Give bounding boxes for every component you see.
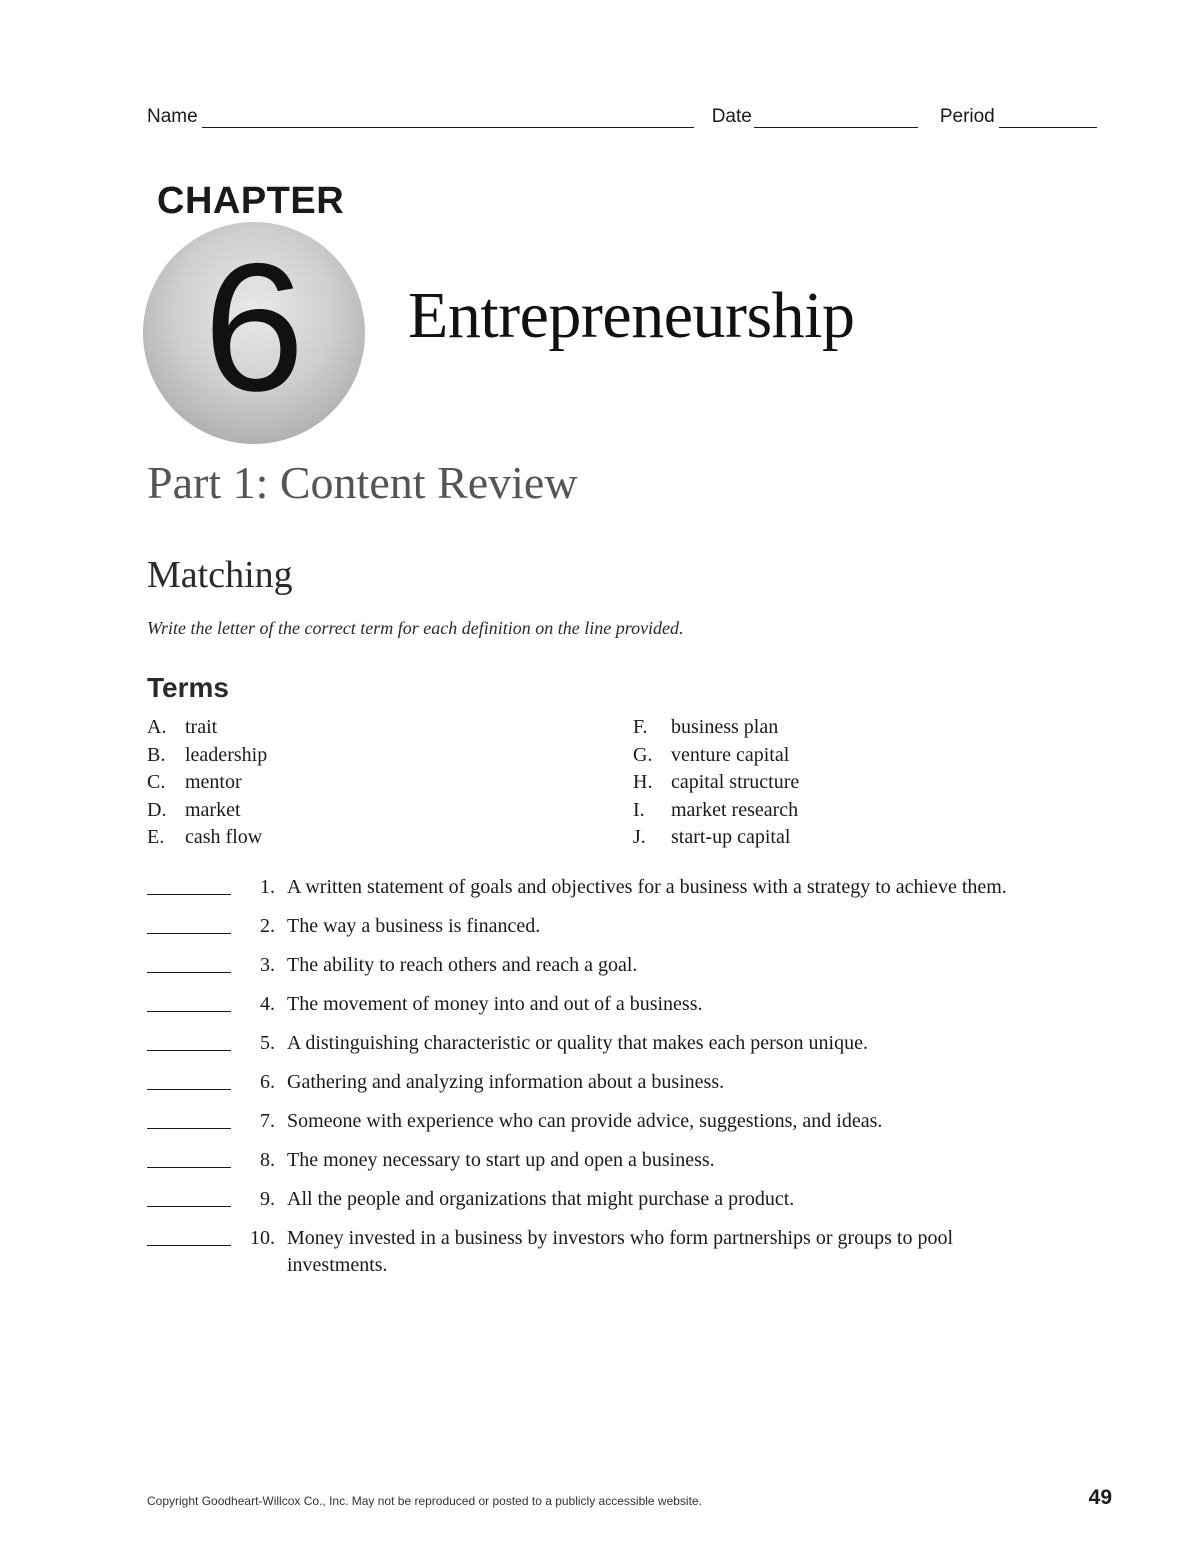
- period-field[interactable]: [940, 106, 1097, 128]
- name-line[interactable]: [202, 109, 694, 128]
- term-item: [633, 769, 799, 797]
- question-number: 4.: [260, 993, 275, 1015]
- question-text: The way a business is financed.: [287, 915, 541, 937]
- terms-heading: Terms: [147, 672, 229, 703]
- answer-line[interactable]: [147, 1069, 231, 1090]
- term-text: leadership: [185, 743, 268, 766]
- matching-questions: [147, 874, 1047, 1291]
- copyright-notice: Copyright Goodheart-Willcox Co., Inc. May not be reproduced or posted to a publicly accessible website.: [147, 1494, 702, 1508]
- date-label: Date: [711, 106, 752, 127]
- term-text: market: [185, 798, 241, 821]
- term-letter: B.: [147, 743, 166, 766]
- question-number: 3.: [260, 954, 275, 976]
- question-number: 1.: [260, 876, 275, 898]
- date-line[interactable]: [754, 109, 918, 128]
- term-letter: D.: [147, 798, 167, 821]
- answer-line[interactable]: [147, 1030, 231, 1051]
- answer-line[interactable]: [147, 1225, 231, 1246]
- term-item: [147, 714, 267, 742]
- period-line[interactable]: [999, 109, 1097, 128]
- term-text: business plan: [671, 716, 779, 739]
- answer-line[interactable]: [147, 952, 231, 973]
- term-item: [147, 742, 267, 770]
- term-letter: J.: [633, 826, 646, 849]
- term-text: mentor: [185, 771, 242, 794]
- question-item: [147, 913, 1047, 940]
- term-letter: I.: [633, 798, 645, 821]
- term-item: [633, 797, 799, 825]
- question-item: [147, 991, 1047, 1018]
- question-text: The movement of money into and out of a business.: [287, 993, 703, 1015]
- answer-line[interactable]: [147, 874, 231, 895]
- instructions: Write the letter of the correct term for each definition on the line provided.: [147, 618, 684, 638]
- term-letter: A.: [147, 716, 167, 739]
- question-text: Gathering and analyzing information about a business.: [287, 1071, 725, 1093]
- question-number: 6.: [260, 1071, 275, 1093]
- question-number: 5.: [260, 1032, 275, 1054]
- term-text: capital structure: [671, 771, 800, 794]
- terms-list-right: [633, 714, 799, 852]
- question-item: [147, 1108, 1047, 1135]
- chapter-number: 6: [203, 225, 305, 429]
- name-field[interactable]: [147, 106, 694, 128]
- student-info-header: [147, 102, 1113, 128]
- term-item: [147, 769, 267, 797]
- term-text: market research: [671, 798, 799, 821]
- term-item: [147, 797, 267, 825]
- term-text: venture capital: [671, 743, 790, 766]
- question-text: The money necessary to start up and open a business.: [287, 1149, 715, 1171]
- question-text: The ability to reach others and reach a goal.: [287, 954, 638, 976]
- question-item: [147, 952, 1047, 979]
- part-title: Part 1: Content Review: [147, 457, 578, 508]
- terms-list-left: [147, 714, 267, 852]
- question-number: 10.: [250, 1227, 275, 1249]
- answer-line[interactable]: [147, 991, 231, 1012]
- answer-line[interactable]: [147, 1108, 231, 1129]
- name-label: Name: [147, 106, 198, 127]
- question-item: [147, 1147, 1047, 1174]
- period-label: Period: [939, 106, 995, 127]
- question-text: All the people and organizations that might purchase a product.: [287, 1188, 795, 1210]
- question-number: 9.: [260, 1188, 275, 1210]
- question-text: Money invested in a business by investors who form partnerships or groups to pool investments.: [287, 1227, 954, 1276]
- question-item: [147, 1069, 1047, 1096]
- term-letter: C.: [147, 771, 166, 794]
- term-item: [633, 824, 799, 852]
- chapter-label: CHAPTER: [157, 180, 345, 222]
- term-text: cash flow: [185, 826, 263, 849]
- term-text: start-up capital: [671, 826, 791, 849]
- term-letter: F.: [633, 716, 648, 739]
- term-item: [633, 742, 799, 770]
- date-field[interactable]: [712, 106, 918, 128]
- term-text: trait: [185, 716, 218, 739]
- question-text: A distinguishing characteristic or quality that makes each person unique.: [287, 1032, 868, 1054]
- answer-line[interactable]: [147, 1147, 231, 1168]
- answer-line[interactable]: [147, 1186, 231, 1207]
- question-item: [147, 874, 1047, 901]
- question-text: Someone with experience who can provide advice, suggestions, and ideas.: [287, 1110, 883, 1132]
- question-number: 2.: [260, 915, 275, 937]
- term-letter: H.: [633, 771, 653, 794]
- question-number: 7.: [260, 1110, 275, 1132]
- term-letter: E.: [147, 826, 165, 849]
- question-item: [147, 1186, 1047, 1213]
- term-letter: G.: [633, 743, 653, 766]
- question-number: 8.: [260, 1149, 275, 1171]
- section-title: Matching: [147, 554, 293, 596]
- question-item: [147, 1030, 1047, 1057]
- chapter-title: Entrepreneurship: [408, 279, 855, 352]
- term-item: [147, 824, 267, 852]
- answer-line[interactable]: [147, 913, 231, 934]
- page-number: 49: [1088, 1486, 1112, 1509]
- question-item: [147, 1225, 1047, 1279]
- term-item: [633, 714, 799, 742]
- question-text: A written statement of goals and objectives for a business with a strategy to achieve them.: [287, 876, 1007, 898]
